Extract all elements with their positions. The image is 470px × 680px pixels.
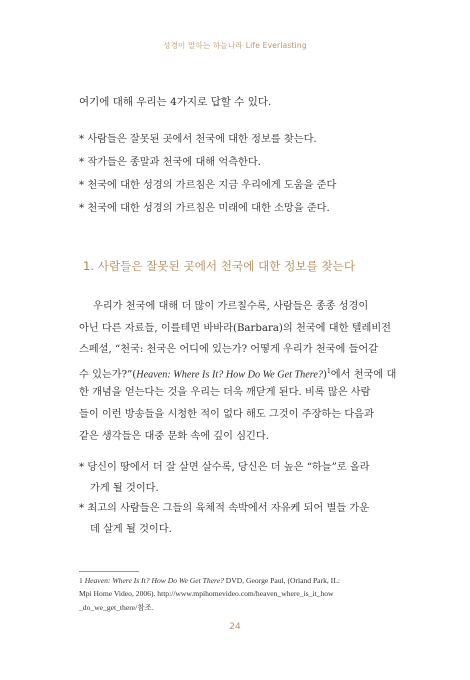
belief-item [79, 458, 409, 499]
footnote-number: 1 [79, 576, 83, 585]
program-title: Heaven: Where Is It? How Do We Get There? [136, 369, 323, 381]
footnote-marker[interactable]: 1 [326, 367, 331, 375]
paragraph-line: 아닌 다른 자료들, 이를테면 바바라(Barbara)의 천국에 대한 텔레비전 [79, 322, 392, 334]
running-header-title-ko: 성경이 말하는 하늘나라 [163, 41, 243, 50]
paragraph-line [79, 361, 409, 383]
paragraph-line: 같은 생각들은 대중 문화 속에 깊이 심긴다. [79, 430, 269, 442]
footnote-url-line[interactable]: _do_we_get_there/참조. [79, 602, 154, 612]
paragraph-text: 수 있는가?”( [79, 369, 137, 381]
section-heading: 1. 사람들은 잘못된 곳에서 천국에 대한 정보를 찾는다 [83, 259, 356, 273]
paragraph-line: 스페셜, “천국: 천국은 어디에 있는가? 어떻게 우리가 천국에 들어갈 [79, 344, 379, 356]
belief-list [79, 458, 409, 540]
running-header [0, 40, 470, 51]
belief-line: 데 살게 될 것이다. [90, 523, 172, 535]
intro-sentence: 여기에 대해 우리는 4가지로 답할 수 있다. [79, 96, 272, 108]
body-paragraph [79, 296, 409, 447]
running-header-title-en: Life Everlasting [245, 41, 307, 50]
footnote-title: Heaven: Where Is It? How Do We Get There? [84, 576, 224, 585]
footnote-text: DVD, George Paul, (Orland Park, IL: [223, 576, 340, 585]
belief-line: * 최고의 사람들은 그들의 육체적 속박에서 자유케 되어 별들 가운 [79, 503, 370, 515]
footnote-url-line[interactable]: Mpi Home Video, 2006). http://www.mpihomevideo.com/heaven_where_is_it_how [79, 589, 334, 599]
paragraph-line: 들이 이런 방송들을 시청한 적이 없다 해도 그것이 주장하는 다음과 [79, 408, 374, 420]
belief-item [79, 499, 409, 540]
answer-item: * 천국에 대한 성경의 가르침은 미래에 대한 소망을 준다. [79, 203, 330, 214]
paragraph-line: 한 개념을 얻는다는 것을 우리는 더욱 깨닫게 된다. 비록 많은 사람 [79, 387, 371, 399]
footnote [79, 574, 409, 614]
belief-line: 가게 될 것이다. [90, 482, 159, 494]
page-number: 24 [229, 622, 241, 632]
paragraph-text: ) [322, 369, 327, 381]
paragraph-line: 우리가 천국에 대해 더 많이 가르칠수록, 사람들은 종종 성경이 [93, 301, 369, 312]
belief-line: * 당신이 땅에서 더 잘 살면 살수록, 당신은 더 높은 “하늘”로 올라 [79, 462, 370, 473]
footnote-divider [79, 571, 139, 572]
answer-item: * 천국에 대한 성경의 가르침은 지금 우리에게 도움을 준다 [79, 180, 337, 191]
answer-item: * 작가들은 종말과 천국에 대해 억측한다. [79, 157, 261, 168]
answer-item: * 사람들은 잘못된 곳에서 천국에 대한 정보를 찾는다. [79, 134, 317, 145]
paragraph-text: 에서 천국에 대 [330, 369, 397, 381]
answer-list [79, 128, 409, 220]
